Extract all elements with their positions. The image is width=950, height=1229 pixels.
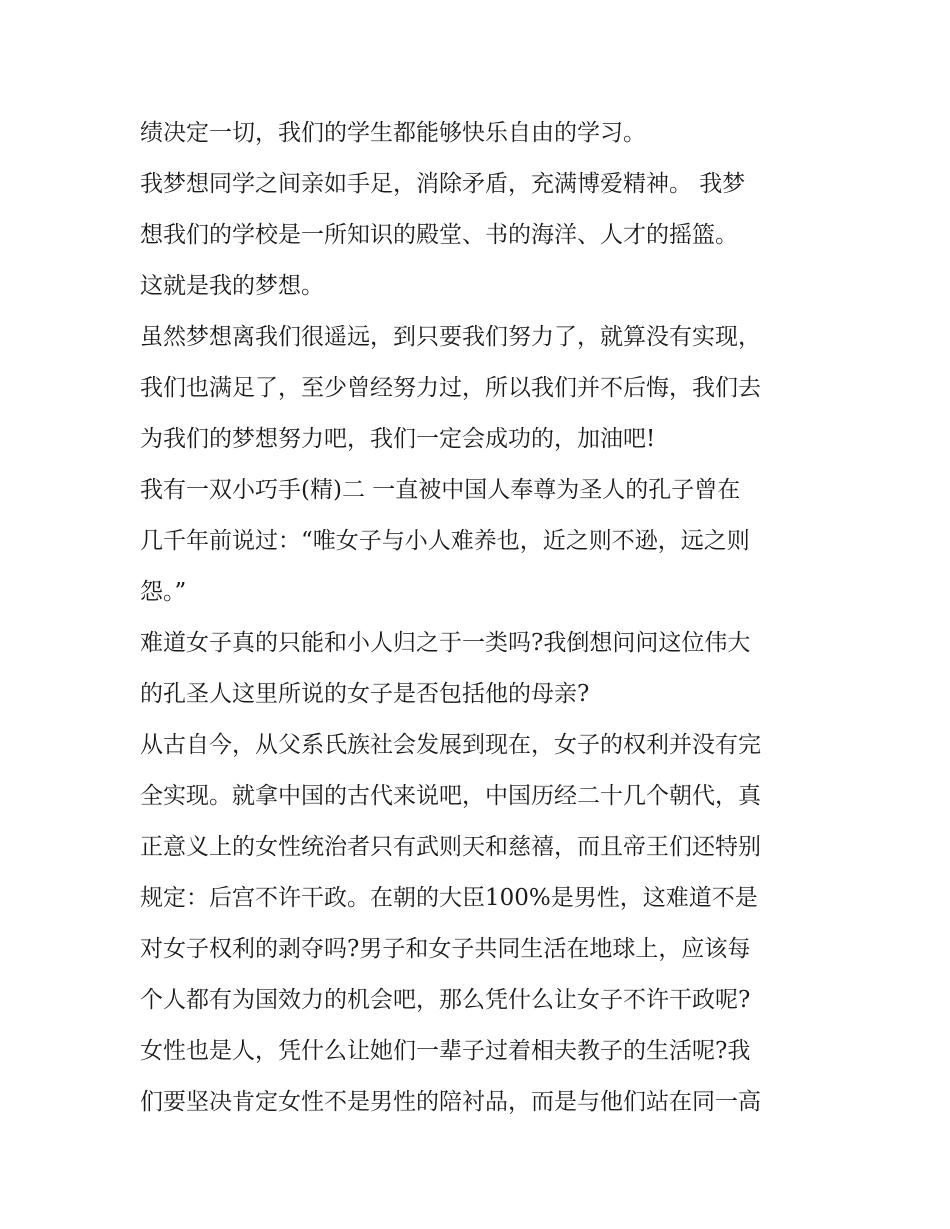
text-line: 几千年前说过：“唯女子与小人难养也，近之则不逊，远之则 (140, 528, 750, 554)
text-line: 这就是我的梦想。 (140, 273, 324, 299)
text-line: 的孔圣人这里所说的女子是否包括他的母亲? (140, 681, 590, 707)
text-line: 女性也是人，凭什么让她们一辈子过着相夫教子的生活呢?我 (140, 1038, 751, 1064)
text-line: 从古自今，从父系氏族社会发展到现在，女子的权利并没有完 (140, 732, 761, 758)
text-line: 我有一双小巧手(精)二 一直被中国人奉尊为圣人的孔子曾在 (140, 477, 741, 503)
text-line: 想我们的学校是一所知识的殿堂、书的海洋、人才的摇篮。 (140, 222, 738, 248)
text-line: 全实现。就拿中国的古代来说吧，中国历经二十几个朝代，真 (140, 783, 761, 809)
document-body (140, 108, 830, 1128)
text-line: 规定：后宫不许干政。在朝的大臣100%是男性，这难道不是 (140, 885, 758, 911)
text-line: 为我们的梦想努力吧，我们一定会成功的，加油吧! (140, 426, 656, 452)
text-line: 绩决定一切，我们的学生都能够快乐自由的学习。 (140, 120, 646, 146)
text-line: 难道女子真的只能和小人归之于一类吗?我倒想问问这位伟大 (140, 630, 751, 656)
text-line: 正意义上的女性统治者只有武则天和慈禧，而且帝王们还特别 (140, 834, 761, 860)
text-line: 虽然梦想离我们很遥远，到只要我们努力了，就算没有实现， (140, 324, 761, 350)
text-line: 我们也满足了，至少曾经努力过，所以我们并不后悔，我们去 (140, 375, 761, 401)
text-line: 个人都有为国效力的机会吧，那么凭什么让女子不许干政呢? (140, 987, 751, 1013)
text-line: 我梦想同学之间亲如手足，消除矛盾，充满博爱精神。 我梦 (140, 171, 746, 197)
text-line: 对女子权利的剥夺吗?男子和女子共同生活在地球上，应该每 (140, 936, 751, 962)
text-line: 们要坚决肯定女性不是男性的陪衬品，而是与他们站在同一高 (140, 1089, 761, 1115)
text-line: 怨。” (140, 579, 187, 605)
